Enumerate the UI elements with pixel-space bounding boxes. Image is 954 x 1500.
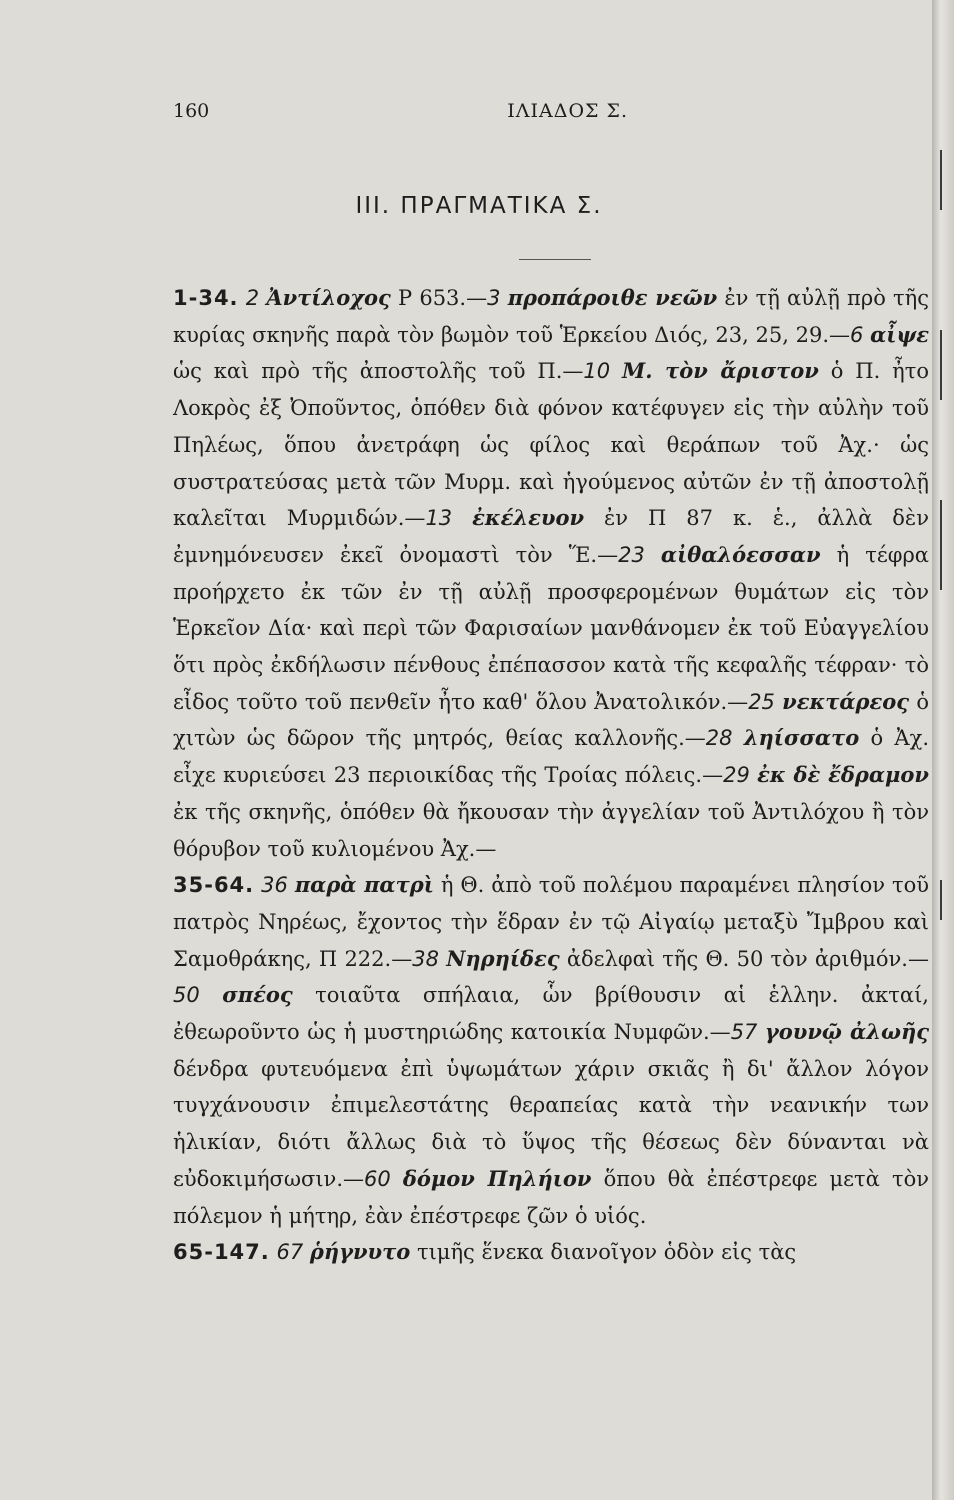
note-text: Ρ 653.— [398,286,488,310]
note-text: δένδρα φυτευόμενα ἐπὶ ὑψωμάτων χάριν σκιᾶς ἢ δι' ἄλλον λόγον τυγχάνουσιν ἐπιμελεστάτης θεραπείας κατὰ τὴν νεανικήν των ἡλικίαν, διότι ἄλλως διὰ τὸ ὕψος τῆς θέσεως δὲν δύνανται νὰ εὐδοκιμήσωσιν.— [173,1056,929,1191]
note-text: ἐν Π 87 κ. ἑ., ἀλλὰ δὲν ἐμνημόνευσεν ἐκεῖ ὀνομαστὶ τὸν Ἕ.— [173,506,929,567]
note-text: ἡ Θ. ἀπὸ τοῦ πολέμου παραμένει πλησίον τοῦ πατρὸς Νηρέως, ἔχοντος τὴν ἕδραν ἐν τῷ Αἰγαίῳ μεταξὺ Ἴμβρου καὶ Σαμοθράκης, Π 222.— [173,873,929,971]
line-ref: 3 [487,286,501,310]
lemma: αἶψε [870,321,929,347]
note-text: ὁ Π. ἦτο Λοκρὸς ἐξ Ὀποῦντος, ὁπόθεν διὰ φόνον κατέφυγεν εἰς τὴν αὐλὴν τοῦ Πηλέως, ὅπου ἀνετράφη ὡς φίλος καὶ θεράπων τοῦ Ἀχ.· ὡς συστρατεύσας μετὰ τῶν Μυρμ. καὶ ἡγούμενος αὐτῶν ἐν τῇ ἀποστολῇ καλεῖται Μυρμιδών.— [173,359,929,531]
adjacent-page-edge [932,0,954,1500]
note-text: τοιαῦτα σπήλαια, ὧν βρίθουσιν αἱ ἑλλην. ἀκταί, ἐθεωροῦντο ὡς ἡ μυστηριώδης κατοικία Νυμφῶν.— [173,983,929,1045]
lemma: ληίσσατο [743,725,860,751]
paragraph [173,1234,929,1271]
line-range: 65-147. [173,1240,270,1265]
note-text: τιμῆς ἕνεκα διανοῖγον ὁδὸν εἰς τὰς [416,1240,797,1265]
line-ref: 23 [618,542,645,567]
line-ref: 25 [748,689,775,714]
lemma: Νηρηίδες [446,945,560,971]
running-head [173,100,933,130]
lemma: Μ. τὸν ἄριστον [622,358,819,384]
line-ref: 60 [364,1166,391,1191]
note-text: ἐν τῇ αὐλῇ πρὸ τῆς κυρίας σκηνῆς παρὰ τὸν βωμὸν τοῦ Ἑρκείου Διός, 23, 25, 29.— [173,286,929,347]
line-ref: 6 [850,322,864,347]
line-ref: 67 [276,1240,304,1265]
lemma: σπέος [222,982,293,1008]
note-text: ὁ χιτὼν ὡς δῶρον τῆς μητρός, θείας καλλονῆς.— [173,689,929,751]
note-text: ὁ Ἀχ. εἶχε κυριεύσει 23 περιοικίδας τῆς Τροίας πόλεις.— [173,726,929,788]
paragraph [173,280,929,867]
divider [519,259,591,260]
line-ref: 10 [583,359,611,384]
note-text: ὡς καὶ πρὸ τῆς ἀποστολῆς τοῦ Π.— [173,359,584,384]
lemma: νεκτάρεος [782,688,910,714]
lemma: γουνῷ ἀλωῆς [764,1019,929,1045]
line-range: 1-34. [173,286,239,310]
note-text: ἐκ τῆς σκηνῆς, ὁπόθεν θὰ ἤκουσαν τὴν ἀγγελίαν τοῦ Ἀντιλόχου ἢ τὸν θόρυβον τοῦ κυλιομένου Ἀχ.— [173,799,929,861]
line-ref: 2 [245,286,260,310]
lemma: προπάροιθε νεῶν [507,285,718,310]
line-ref: 57 [730,1020,758,1045]
page-number: 160 [173,100,210,122]
note-text: ἀδελφαὶ τῆς Θ. 50 τὸν ἀριθμόν.— [566,946,929,971]
line-ref: 28 [705,726,733,751]
section-title: ΙΙΙ. ΠΡΑΓΜΑΤΙΚΑ Σ. [355,193,603,219]
note-text: ἡ τέφρα προήρχετο ἐκ τῶν ἐν τῇ αὐλῇ προσφερομένων θυμάτων εἰς τὸν Ἑρκεῖον Δία· καὶ περὶ τῶν Φαρισαίων μανθάνομεν ἐκ τοῦ Εὐαγγελίου ὅτι πρὸς ἐκδήλωσιν πένθους ἐπέπασσον κατὰ τῆς κεφαλῆς τέφραν· τὸ εἶδος τοῦτο τοῦ πενθεῖν ἦτο καθ' ὅλου Ἀνατολικόν.— [173,542,929,714]
line-ref: 36 [261,873,288,898]
book-title: ΙΛΙΑΔΟΣ Σ. [507,100,628,122]
edge-mark [940,500,942,590]
commentary-text [173,280,929,1271]
lemma: αἰθαλόεσσαν [660,541,821,567]
note-text: ὅπου θὰ ἐπέστρεφε μετὰ τὸν πόλεμον ἡ μήτηρ, ἐὰν ἐπέστρεφε ζῶν ὁ υἱός. [173,1166,929,1228]
edge-mark [940,330,942,400]
lemma: Ἀντίλοχος [266,285,391,310]
line-ref: 50 [173,983,200,1008]
lemma: ῥήγνυτο [309,1239,411,1265]
lemma: παρὰ πατρὶ [294,872,434,898]
edge-mark [940,150,942,210]
lemma: ἐκ δὲ ἔδραμον [757,762,929,788]
line-range: 35-64. [173,873,255,898]
line-ref: 38 [412,946,439,971]
line-ref: 29 [723,763,750,788]
lemma: ἐκέλευον [472,505,585,531]
line-ref: 13 [425,506,453,531]
edge-mark [940,880,942,920]
paragraph [173,867,929,1234]
lemma: δόμον Πηλήιον [402,1165,592,1191]
